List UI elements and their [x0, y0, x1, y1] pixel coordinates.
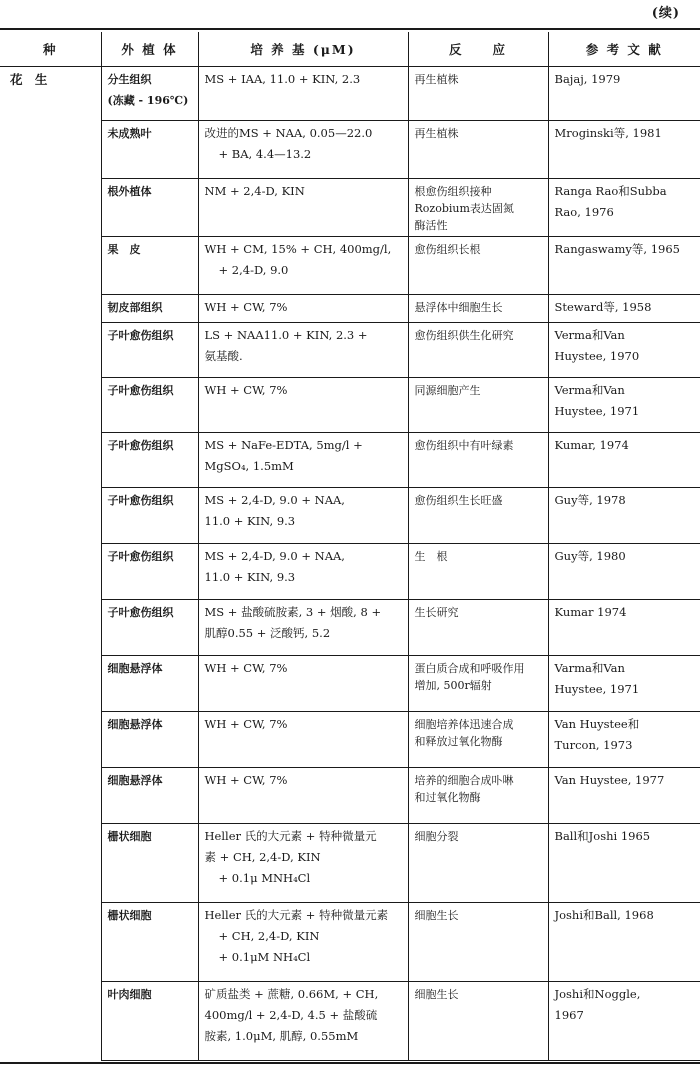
table-row	[0, 121, 700, 179]
explant-line: 细胞悬浮体	[107, 718, 163, 731]
medium-line: + 2,4-D, 9.0	[218, 263, 289, 277]
reaction-cell	[408, 121, 548, 179]
explant-line: 果 皮	[107, 243, 141, 256]
reaction-cell	[408, 824, 548, 903]
medium-line: + CH, 2,4-D, KIN	[218, 929, 320, 943]
reaction-line: 愈伤组织长根	[414, 243, 481, 256]
table-body	[0, 67, 700, 1061]
reference-cell	[548, 323, 700, 378]
table-row	[0, 600, 700, 656]
explant-line: 未成熟叶	[107, 127, 152, 140]
explant-line: 子叶愈伤组织	[107, 384, 174, 397]
reference-cell	[548, 712, 700, 768]
explant-cell	[101, 824, 198, 903]
reaction-cell	[408, 903, 548, 982]
medium-cell	[198, 544, 408, 600]
reference-cell	[548, 433, 700, 488]
reference-line: Turcon, 1973	[554, 738, 633, 752]
reference-cell	[548, 488, 700, 544]
medium-cell	[198, 295, 408, 323]
reaction-line: 细胞生长	[414, 909, 459, 922]
reference-line: Verma和Van	[554, 383, 625, 397]
medium-line: 素 + CH, 2,4-D, KIN	[204, 850, 321, 864]
reference-line: 1967	[554, 1008, 584, 1022]
medium-cell	[198, 824, 408, 903]
medium-line: WH + CW, 7%	[204, 773, 288, 787]
reaction-line: Rozobium表达固氮	[414, 202, 514, 215]
explant-cell	[101, 903, 198, 982]
table-row	[0, 488, 700, 544]
explant-cell	[101, 544, 198, 600]
header-reference: 参 考 文 献	[548, 32, 700, 67]
explant-line: 根外植体	[107, 185, 152, 198]
reaction-line: 根愈伤组织接种	[414, 185, 492, 198]
reference-line: Kumar 1974	[554, 605, 627, 619]
reaction-cell	[408, 323, 548, 378]
header-row	[0, 32, 700, 67]
explant-cell	[101, 237, 198, 295]
reference-line: Huystee, 1971	[554, 682, 640, 696]
reaction-line: 再生植株	[414, 73, 459, 86]
reaction-line: 培养的细胞合成卟啉	[414, 774, 514, 787]
continued-label: (续)	[651, 6, 680, 21]
medium-line: WH + CM, 15% + CH, 400mg/l,	[204, 242, 392, 256]
medium-line: 改进的MS + NAA, 0.05—22.0	[204, 126, 373, 140]
reference-line: Mroginski等, 1981	[554, 126, 662, 140]
reference-cell	[548, 67, 700, 121]
reaction-cell	[408, 982, 548, 1061]
reaction-cell	[408, 656, 548, 712]
explant-line: 子叶愈伤组织	[107, 550, 174, 563]
reference-line: Ranga Rao和Subba	[554, 184, 667, 198]
medium-line: MS + 盐酸硫胺素, 3 + 烟酸, 8 +	[204, 605, 382, 619]
explant-line: 细胞悬浮体	[107, 662, 163, 675]
reference-line: Joshi和Noggle,	[554, 987, 641, 1001]
species-cell: 花 生	[10, 72, 52, 87]
reaction-cell	[408, 600, 548, 656]
medium-line: + 0.1μM NH₄Cl	[218, 950, 311, 964]
explant-line: (冻藏 - 196℃)	[107, 94, 189, 107]
reference-line: Steward等, 1958	[554, 300, 652, 314]
reaction-cell	[408, 544, 548, 600]
medium-line: 胺素, 1.0μM, 肌醇, 0.55mM	[204, 1029, 359, 1043]
reaction-line: 和释放过氧化物酶	[414, 735, 503, 748]
reference-cell	[548, 600, 700, 656]
reaction-line: 蛋白质合成和呼吸作用	[414, 662, 525, 675]
reference-cell	[548, 903, 700, 982]
medium-line: WH + CW, 7%	[204, 661, 288, 675]
explant-line: 韧皮部组织	[107, 301, 163, 314]
explant-cell	[101, 433, 198, 488]
medium-line: MS + IAA, 11.0 + KIN, 2.3	[204, 72, 361, 86]
reference-cell	[548, 768, 700, 824]
table-row	[0, 295, 700, 323]
medium-line: WH + CW, 7%	[204, 383, 288, 397]
explant-line: 叶肉细胞	[107, 988, 152, 1001]
medium-line: MgSO₄, 1.5mM	[204, 459, 294, 473]
reference-line: Bajaj, 1979	[554, 72, 621, 86]
explant-line: 栅状细胞	[107, 830, 152, 843]
medium-line: + BA, 4.4—13.2	[218, 147, 312, 161]
explant-cell	[101, 768, 198, 824]
reaction-cell	[408, 768, 548, 824]
medium-line: MS + NaFe-EDTA, 5mg/l +	[204, 438, 363, 452]
reference-cell	[548, 544, 700, 600]
medium-line: MS + 2,4-D, 9.0 + NAA,	[204, 493, 345, 507]
explant-cell	[101, 982, 198, 1061]
reference-line: Huystee, 1971	[554, 404, 640, 418]
medium-line: Heller 氏的大元素 + 特种微量元	[204, 829, 377, 843]
reference-cell	[548, 378, 700, 433]
medium-cell	[198, 237, 408, 295]
explant-cell	[101, 600, 198, 656]
reference-cell	[548, 121, 700, 179]
explant-line: 子叶愈伤组织	[107, 329, 174, 342]
table-row	[0, 237, 700, 295]
explant-cell	[101, 295, 198, 323]
medium-line: 矿质盐类 + 蔗糖, 0.66M, + CH,	[204, 987, 379, 1001]
reference-line: Joshi和Ball, 1968	[554, 908, 654, 922]
reference-line: Varma和Van	[554, 661, 625, 675]
reference-line: Huystee, 1970	[554, 349, 640, 363]
reference-cell	[548, 656, 700, 712]
reference-cell	[548, 295, 700, 323]
medium-line: NM + 2,4-D, KIN	[204, 184, 305, 198]
reaction-cell	[408, 237, 548, 295]
explant-cell	[101, 712, 198, 768]
medium-cell	[198, 712, 408, 768]
reference-line: Verma和Van	[554, 328, 625, 342]
reaction-line: 细胞培养体迅速合成	[414, 718, 514, 731]
explant-line: 子叶愈伤组织	[107, 439, 174, 452]
table-row	[0, 179, 700, 237]
table-row	[0, 544, 700, 600]
medium-cell	[198, 600, 408, 656]
explant-line: 分生组织	[107, 73, 152, 86]
reaction-line: 生长研究	[414, 606, 459, 619]
medium-cell	[198, 982, 408, 1061]
medium-cell	[198, 378, 408, 433]
reaction-cell	[408, 433, 548, 488]
explant-line: 子叶愈伤组织	[107, 606, 174, 619]
medium-cell	[198, 903, 408, 982]
table-row	[0, 433, 700, 488]
medium-cell	[198, 656, 408, 712]
reference-line: Kumar, 1974	[554, 438, 629, 452]
header-medium: 培 养 基 (μM)	[198, 32, 408, 67]
medium-line: WH + CW, 7%	[204, 300, 288, 314]
reaction-line: 细胞分裂	[414, 830, 459, 843]
reaction-line: 细胞生长	[414, 988, 459, 1001]
reference-line: Rangaswamy等, 1965	[554, 242, 680, 256]
table-row	[0, 903, 700, 982]
medium-line: MS + 2,4-D, 9.0 + NAA,	[204, 549, 345, 563]
reference-line: Guy等, 1980	[554, 549, 626, 563]
medium-line: 11.0 + KIN, 9.3	[204, 570, 296, 584]
medium-cell	[198, 67, 408, 121]
reference-cell	[548, 982, 700, 1061]
header-reaction: 反 应	[408, 32, 548, 67]
medium-cell	[198, 323, 408, 378]
explant-cell	[101, 656, 198, 712]
medium-line: 400mg/l + 2,4-D, 4.5 + 盐酸硫	[204, 1008, 378, 1022]
explant-cell	[101, 67, 198, 121]
explant-cell	[101, 179, 198, 237]
table-row	[0, 323, 700, 378]
reaction-cell	[408, 179, 548, 237]
medium-cell	[198, 488, 408, 544]
table-row	[0, 712, 700, 768]
reaction-cell	[408, 378, 548, 433]
reference-line: Van Huystee和	[554, 717, 640, 731]
header-explant: 外 植 体	[101, 32, 198, 67]
reaction-line: 愈伤组织生长旺盛	[414, 494, 503, 507]
reaction-line: 愈伤组织供生化研究	[414, 329, 514, 342]
reference-line: Guy等, 1978	[554, 493, 626, 507]
reaction-cell	[408, 488, 548, 544]
reaction-line: 生 根	[414, 550, 448, 563]
reaction-cell	[408, 295, 548, 323]
reference-cell	[548, 237, 700, 295]
culture-table	[0, 32, 700, 1061]
explant-cell	[101, 323, 198, 378]
explant-line: 栅状细胞	[107, 909, 152, 922]
bottom-rule	[0, 1062, 700, 1064]
medium-line: LS + NAA11.0 + KIN, 2.3 +	[204, 328, 368, 342]
table-row	[0, 982, 700, 1061]
reference-line: Rao, 1976	[554, 205, 614, 219]
medium-line: 肌醇0.55 + 泛酸钙, 5.2	[204, 626, 331, 640]
table-row	[0, 768, 700, 824]
table-row	[0, 378, 700, 433]
table-row	[0, 824, 700, 903]
medium-line: + 0.1μ MNH₄Cl	[218, 871, 311, 885]
explant-line: 子叶愈伤组织	[107, 494, 174, 507]
medium-cell	[198, 179, 408, 237]
reference-cell	[548, 179, 700, 237]
medium-cell	[198, 433, 408, 488]
medium-line: 氨基酸.	[204, 349, 243, 363]
table-row	[0, 656, 700, 712]
header-species: 种	[0, 32, 101, 67]
reaction-cell	[408, 67, 548, 121]
table-row	[0, 67, 700, 121]
reaction-line: 增加, 500r辐射	[414, 679, 492, 692]
medium-line: Heller 氏的大元素 + 特种微量元素	[204, 908, 389, 922]
reaction-cell	[408, 712, 548, 768]
explant-cell	[101, 121, 198, 179]
explant-cell	[101, 488, 198, 544]
reference-line: Ball和Joshi 1965	[554, 829, 651, 843]
medium-line: WH + CW, 7%	[204, 717, 288, 731]
reaction-line: 再生植株	[414, 127, 459, 140]
reaction-line: 酶活性	[414, 219, 448, 232]
top-rule	[0, 28, 700, 30]
explant-cell	[101, 378, 198, 433]
reaction-line: 悬浮体中细胞生长	[414, 301, 503, 314]
medium-cell	[198, 768, 408, 824]
medium-cell	[198, 121, 408, 179]
reference-line: Van Huystee, 1977	[554, 773, 665, 787]
reference-cell	[548, 824, 700, 903]
reaction-line: 愈伤组织中有叶绿素	[414, 439, 514, 452]
explant-line: 细胞悬浮体	[107, 774, 163, 787]
reaction-line: 同源细胞产生	[414, 384, 481, 397]
reaction-line: 和过氧化物酶	[414, 791, 481, 804]
medium-line: 11.0 + KIN, 9.3	[204, 514, 296, 528]
